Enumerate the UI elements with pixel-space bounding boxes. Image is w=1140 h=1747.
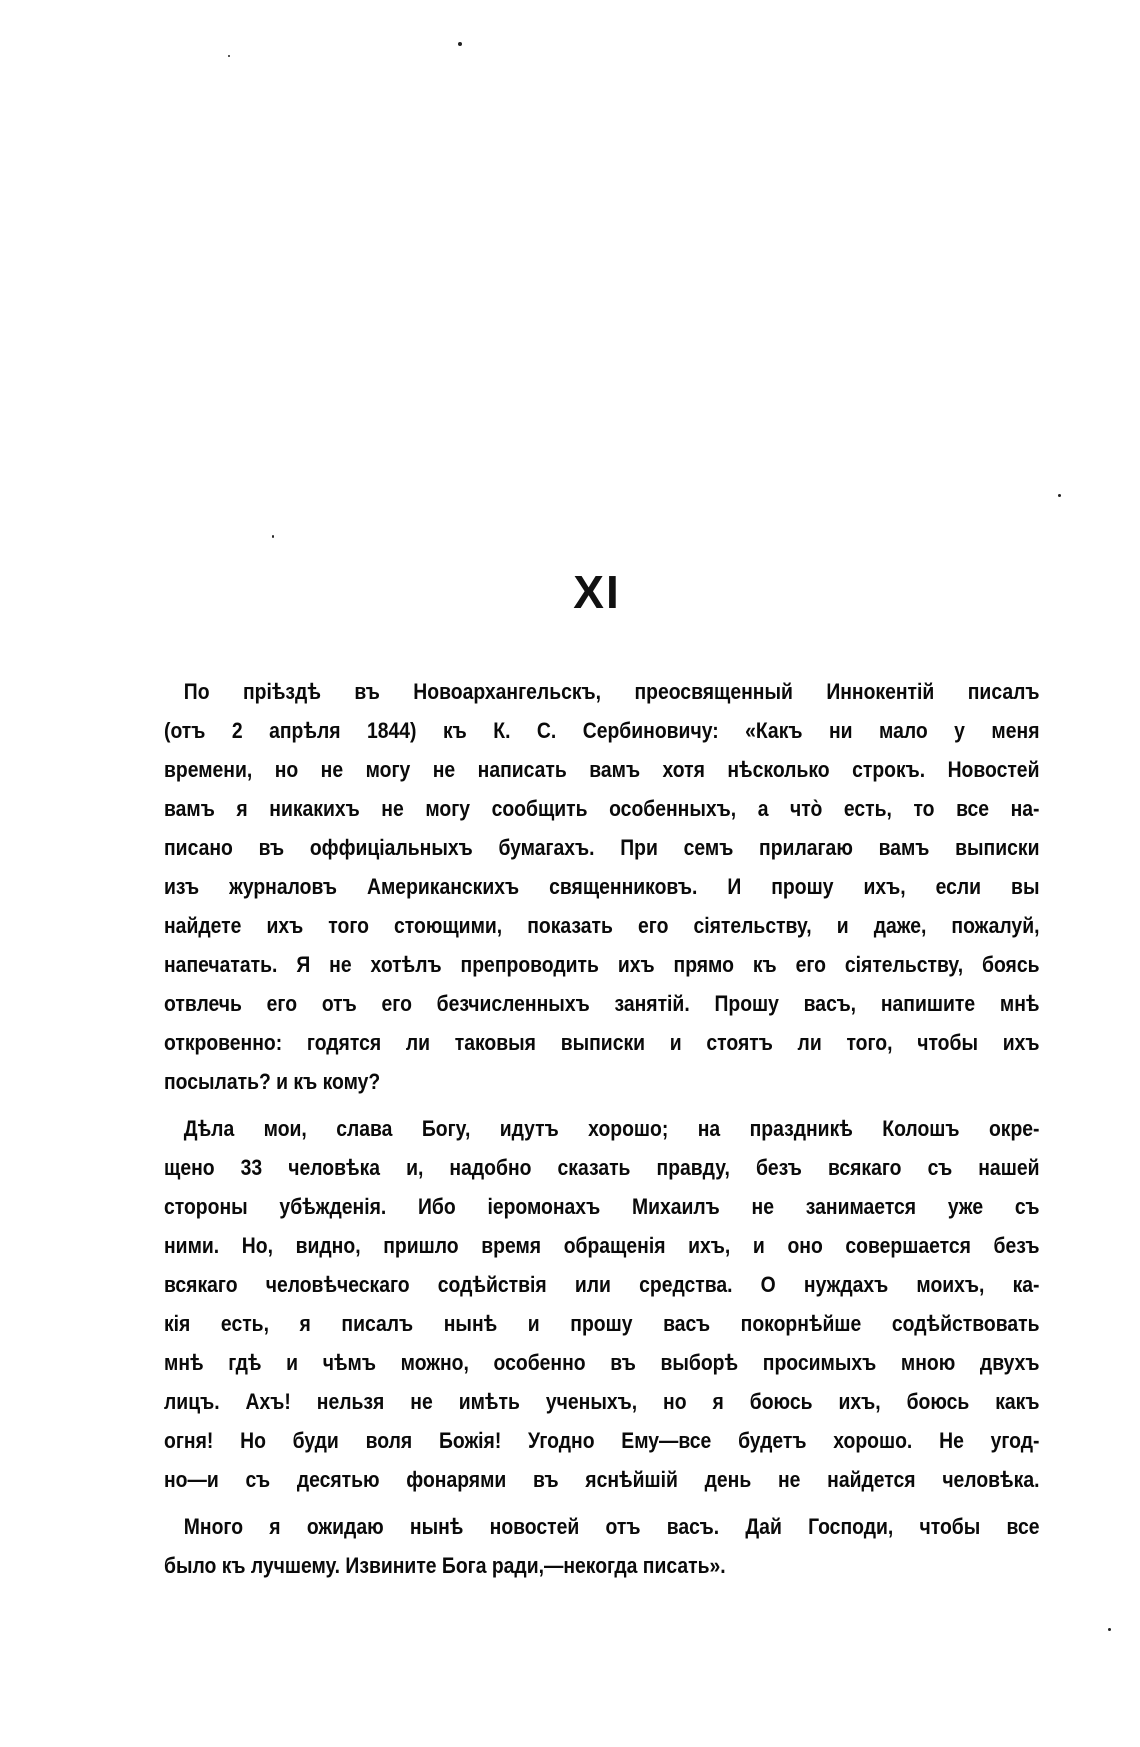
text-line: времени, но не могу не написать вамъ хотя нѣсколько строкъ. Новостей — [164, 757, 1040, 782]
text-line: вамъ я никакихъ не могу сообщить особенныхъ, а что̀ есть, то все на- — [164, 796, 1040, 821]
text-line: найдете ихъ того стоющими, показать его сіятельству, и даже, пожалуй, — [164, 913, 1040, 938]
text-line: напечатать. Я не хотѣлъ препроводить ихъ прямо къ его сіятельству, боясь — [164, 952, 1040, 977]
text-line: писано въ оффиціальныхъ бумагахъ. При семъ прилагаю вамъ выписки — [164, 835, 1040, 860]
text-line: мнѣ гдѣ и чѣмъ можно, особенно въ выборѣ просимыхъ мною двухъ — [164, 1350, 1040, 1375]
text-line: Дѣла мои, слава Богу, идутъ хорошо; на праздникѣ Колошъ окре- — [183, 1116, 1040, 1141]
text-line: изъ журналовъ Американскихъ священниковъ. И прошу ихъ, если вы — [164, 874, 1040, 899]
text-line: стороны убѣжденія. Ибо іеромонахъ Михаилъ не занимается уже съ — [164, 1194, 1040, 1219]
text-line: отвлечь его отъ его безчисленныхъ занятій. Прошу васъ, напишите мнѣ — [164, 991, 1040, 1016]
page-speck — [1108, 1628, 1111, 1631]
paragraph — [164, 1507, 1040, 1585]
paragraph — [164, 672, 1040, 1101]
text-line: но—и съ десятью фонарями въ яснѣйшій день не найдется человѣка. — [164, 1467, 1040, 1492]
text-line: Много я ожидаю нынѣ новостей отъ васъ. Дай Господи, чтобы все — [183, 1514, 1040, 1539]
text-line: По пріѣздѣ въ Новоархангельскъ, преосвященный Иннокентій писалъ — [183, 679, 1040, 704]
text-line: было къ лучшему. Извините Бога ради,—некогда писать». — [164, 1553, 726, 1578]
text-line: откровенно: годятся ли таковыя выписки и стоятъ ли того, чтобы ихъ — [164, 1030, 1040, 1055]
text-line: кія есть, я писалъ нынѣ и прошу васъ покорнѣйше содѣйствовать — [164, 1311, 1040, 1336]
text-line: ними. Но, видно, пришло время обращенія ихъ, и оно совершается безъ — [164, 1233, 1040, 1258]
page-speck — [272, 535, 274, 538]
text-line: лицъ. Ахъ! нельзя не имѣть ученыхъ, но я боюсь ихъ, боюсь какъ — [164, 1389, 1040, 1414]
chapter-title: XI — [573, 566, 621, 618]
page-speck — [458, 42, 462, 46]
page-speck — [228, 55, 230, 57]
text-line: (отъ 2 апрѣля 1844) къ К. С. Сербиновичу: «Какъ ни мало у меня — [164, 718, 1040, 743]
page-speck — [1058, 494, 1061, 497]
text-line: всякаго человѣческаго содѣйствія или средства. О нуждахъ моихъ, ка- — [164, 1272, 1040, 1297]
paragraph-gap — [164, 1101, 1040, 1109]
paragraph-gap — [164, 1499, 1040, 1507]
text-line: огня! Но буди воля Божія! Угодно Ему—все будетъ хорошо. Не угод- — [164, 1428, 1040, 1453]
text-line: щено 33 человѣка и, надобно сказать правду, безъ всякаго съ нашей — [164, 1155, 1040, 1180]
text-line: посылать? и къ кому? — [164, 1069, 381, 1094]
body-text — [164, 672, 1040, 1585]
paragraph — [164, 1109, 1040, 1499]
